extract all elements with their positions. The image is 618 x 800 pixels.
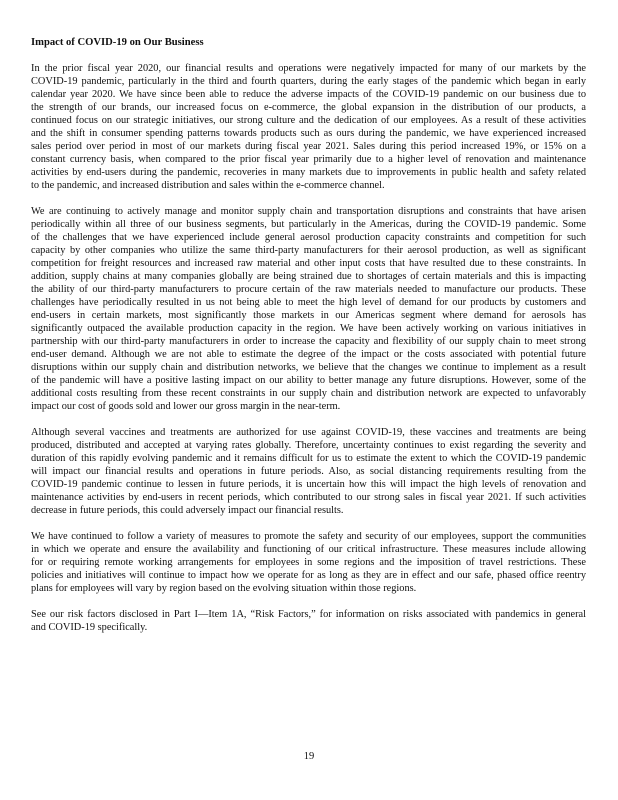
- text-line: impact our cost of goods sold and lower our gross margin in the near-term.: [31, 401, 341, 412]
- text-line: of the pandemic will have a positive lasting impact on our ability to better manage any future disruptions. However, some of the: [31, 375, 586, 386]
- text-line: additional costs resulting from these recent constraints in our supply chain and distribution network are expected to unfavorably: [31, 388, 586, 399]
- text-line: end-users in certain markets, most significantly those markets in our Americas segment where demand for aerosols has: [31, 310, 586, 321]
- page-number: 19: [303, 751, 315, 762]
- text-line: decrease in future periods, this could adversely impact our financial results.: [31, 505, 344, 516]
- text-line: produced, distributed and accepted at varying rates globally. Therefore, uncertainty continues to exist regarding the severity and: [31, 440, 586, 451]
- text-line: and the shift in consumer spending patterns towards products such as ours during the pandemic, we have experienced increased: [31, 128, 586, 139]
- text-line: constant currency basis, when compared to the prior fiscal year primarily due to a higher level of renovation and maintenance: [31, 154, 586, 165]
- text-line: plans for employees will vary by region based on the evolving situation within those regions.: [31, 583, 417, 594]
- text-line: significantly outpaced the available production capacity in the region. We have been actively working on various initiatives in: [31, 323, 586, 334]
- text-line: We have continued to follow a variety of measures to promote the safety and security of our employees, support the communities: [31, 531, 586, 542]
- text-line: capacity by other companies who utilize the same third-party manufacturers for their aerosol production, as well as significant: [31, 245, 586, 256]
- text-line: partnership with our third-party manufacturers in order to increase the capacity and flexibility of our supply chain to meet strong: [31, 336, 586, 347]
- text-line: in which we operate and ensure the availability and functioning of our critical infrastructure. These measures include allowing: [31, 544, 586, 555]
- paragraph: [31, 608, 586, 634]
- text-line: COVID-19 pandemic, particularly in the third and fourth quarters, during the early stages of the pandemic which began in early: [31, 76, 586, 87]
- text-line: periodically within all three of our business segments, but particularly in the Americas, during the COVID-19 pandemic. Some: [31, 219, 586, 230]
- text-line: will impact our financial results and operations in future periods. Also, as social distancing requirements resulting from the: [31, 466, 586, 477]
- body-text: [31, 62, 586, 634]
- text-line: the ability of our third-party manufacturers to procure certain of the raw materials needed to manufacture our products. These: [31, 284, 586, 295]
- text-line: and COVID-19 specifically.: [31, 622, 148, 633]
- text-line: activities by end-users during the pandemic, recoveries in many markets due to improvements in public health and safety related: [31, 167, 586, 178]
- text-line: addition, supply chains at many companies globally are being strained due to shortages of certain materials and this is impacting: [31, 271, 586, 282]
- text-line: See our risk factors disclosed in Part I—Item 1A, “Risk Factors,” for information on risks associated with pandemics in general: [31, 609, 586, 620]
- paragraph: [31, 530, 586, 595]
- text-line: of the challenges that we have experienced include general aerosol production capacity constraints and competition for such: [31, 232, 586, 243]
- paragraph: [31, 62, 586, 192]
- text-line: COVID-19 pandemic continue to lessen in future periods, it is uncertain how this will impact the high levels of renovation and: [31, 479, 586, 490]
- text-line: to the pandemic, and increased distribution and sales within the e-commerce channel.: [31, 180, 385, 191]
- paragraph: [31, 205, 586, 413]
- text-line: maintenance activities by end-users in recent periods, which contributed to our strong sales in fiscal year 2021. If such activities: [31, 492, 586, 503]
- text-line: continued focus on our strategic initiatives, our strong culture and the dedication of our employees. As a result of these activities: [31, 115, 586, 126]
- text-line: policies and initiatives will continue to impact how we operate for as long as they are in effect and our safe, phased office reentry: [31, 570, 586, 581]
- text-line: competition for freight resources and increased raw material and other input costs that have resulted due to these constraints. In: [31, 258, 586, 269]
- text-line: We are continuing to actively manage and monitor supply chain and transportation disruptions and constraints that have arisen: [31, 206, 586, 217]
- text-line: for or requiring remote working arrangements for employees in some regions and the imposition of travel restrictions. These: [31, 557, 586, 568]
- text-line: Although several vaccines and treatments are authorized for use against COVID-19, these vaccines and treatments are being: [31, 427, 586, 438]
- text-line: sales period over period in most of our markets during fiscal year 2021. Sales during this period increased 19%, or 15% on a: [31, 141, 586, 152]
- text-line: end-user demand. Although we are not able to estimate the degree of the impact or the costs associated with potential future: [31, 349, 586, 360]
- text-line: duration of this rapidly evolving pandemic and it remains difficult for us to estimate the extent to which the COVID-19 pandemic: [31, 453, 586, 464]
- text-line: In the prior fiscal year 2020, our financial results and operations were negatively impacted for many of our markets by the: [31, 63, 586, 74]
- text-line: the strength of our brands, our increased focus on e-commerce, the global expansion in the distribution of our products, a: [31, 102, 586, 113]
- section-heading: Impact of COVID-19 on Our Business: [31, 37, 204, 48]
- text-line: disruptions within our supply chain and distribution networks, we believe that the changes we continue to implement as a result: [31, 362, 586, 373]
- text-line: challenges have periodically resulted in us not being able to meet the high level of demand for our products by customers and: [31, 297, 586, 308]
- paragraph: [31, 426, 586, 517]
- document-page: [31, 36, 586, 647]
- text-line: calendar year 2020. We have since been able to reduce the adverse impacts of the COVID-19 pandemic on our business due to: [31, 89, 586, 100]
